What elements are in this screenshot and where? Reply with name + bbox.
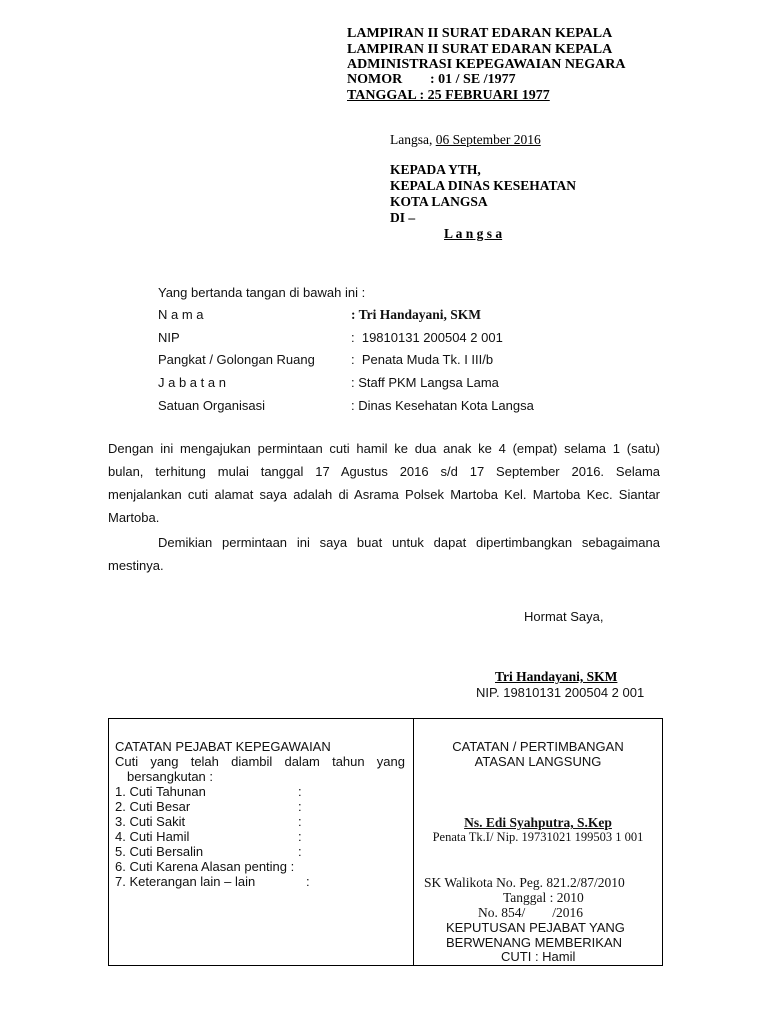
official-name: Ns. Edi Syahputra, S.Kep [464,815,612,830]
left-cell-subtitle-1: Cuti yang telah diambil dalam tahun yang [115,754,405,769]
decision-line-3: CUTI : Hamil [501,949,576,964]
identity-value: : Staff PKM Langsa Lama [351,375,499,390]
leave-type-colon: : [298,844,302,859]
paragraph-1-line: menjalankan cuti alamat saya adalah di Asrama Polsek Martoba Kel. Martoba Kec. Siantar [108,487,660,502]
official-rank: Penata Tk.I/ Nip. 19731021 199503 1 001 [432,830,644,844]
leave-type-label: 2. Cuti Besar [115,799,191,814]
paragraph-1-line: Martoba. [108,510,160,525]
decision-line-2: BERWENANG MEMBERIKAN [446,935,623,950]
header-nomor-value: : 01 / SE /1977 [430,72,516,87]
place-date [390,132,541,148]
decision-line-1: KEPUTUSAN PEJABAT YANG [446,920,625,935]
right-cell-title-1: CATATAN / PERTIMBANGAN [452,739,624,754]
right-cell-title-2: ATASAN LANGSUNG [474,754,602,769]
identity-label: NIP [158,330,180,345]
identity-value: : Tri Handayani, SKM [351,307,482,322]
notes-table [108,718,663,966]
closing-text: Hormat Saya, [524,609,604,624]
recipient-line-1: KEPADA YTH, [390,162,481,177]
identity-value: : Dinas Kesehatan Kota Langsa [351,398,534,413]
paragraph-2-line: mestinya. [108,558,164,573]
identity-value: : 19810131 200504 2 001 [351,330,503,345]
leave-type-label: 3. Cuti Sakit [115,814,186,829]
identity-label: Pangkat / Golongan Ruang [158,352,315,367]
leave-type-colon: : [306,874,310,889]
leave-type-label: 6. Cuti Karena Alasan penting : [115,859,295,874]
paragraph-2-line: Demikian permintaan ini saya buat untuk dapat dipertimbangkan sebagaimana [158,535,660,550]
leave-type-colon: : [298,829,302,844]
paragraph-2 [108,531,660,577]
leave-type-label: 4. Cuti Hamil [115,829,190,844]
letter-date: 06 September 2016 [435,132,541,147]
header-line-2: LAMPIRAN II SURAT EDARAN KEPALA [347,42,613,57]
paragraph-1-line: Dengan ini mengajukan permintaan cuti hamil ke dua anak ke 4 (empat) selama 1 (satu) [108,441,660,456]
paragraph-1 [108,437,660,529]
sk-line-1: SK Walikota No. Peg. 821.2/87/2010 [424,875,625,890]
header-line-1: LAMPIRAN II SURAT EDARAN KEPALA [347,26,613,41]
leave-type-colon: : [298,784,302,799]
leave-type-label: 5. Cuti Bersalin [115,844,204,859]
sk-line-2: Tanggal : 2010 [503,890,584,905]
recipient-line-2: KEPALA DINAS KESEHATAN [390,178,577,193]
header-tanggal: TANGGAL : 25 FEBRUARI 1977 [347,88,550,103]
leave-type-colon: : [298,814,302,829]
signer-name: Tri Handayani, SKM [495,669,618,684]
identity-label: J a b a t a n [158,375,226,390]
leave-type-label: 1. Cuti Tahunan [115,784,206,799]
intro-text: Yang bertanda tangan di bawah ini : [158,285,366,300]
header-nomor-label: NOMOR [347,72,403,87]
recipient-city: L a n g s a [444,226,503,241]
signer-nip: NIP. 19810131 200504 2 001 [476,685,645,700]
left-cell-title: CATATAN PEJABAT KEPEGAWAIAN [115,739,331,754]
identity-label: Satuan Organisasi [158,398,265,413]
place-label: Langsa, [390,132,433,147]
leave-type-colon: : [298,799,302,814]
header-line-3: ADMINISTRASI KEPEGAWAIAN NEGARA [347,57,626,72]
recipient-line-3: KOTA LANGSA [390,194,488,209]
recipient-line-4: DI – [390,210,416,225]
sk-line-3: No. 854/ /2016 [478,905,584,920]
left-cell-subtitle-2: bersangkutan : [127,769,214,784]
leave-type-label: 7. Keterangan lain – lain [115,874,256,889]
paragraph-1-line: bulan, terhitung mulai tanggal 17 Agustus 2016 s/d 17 September 2016. Selama [108,464,660,479]
identity-value: : Penata Muda Tk. I III/b [351,352,494,367]
identity-label: N a m a [158,307,204,322]
